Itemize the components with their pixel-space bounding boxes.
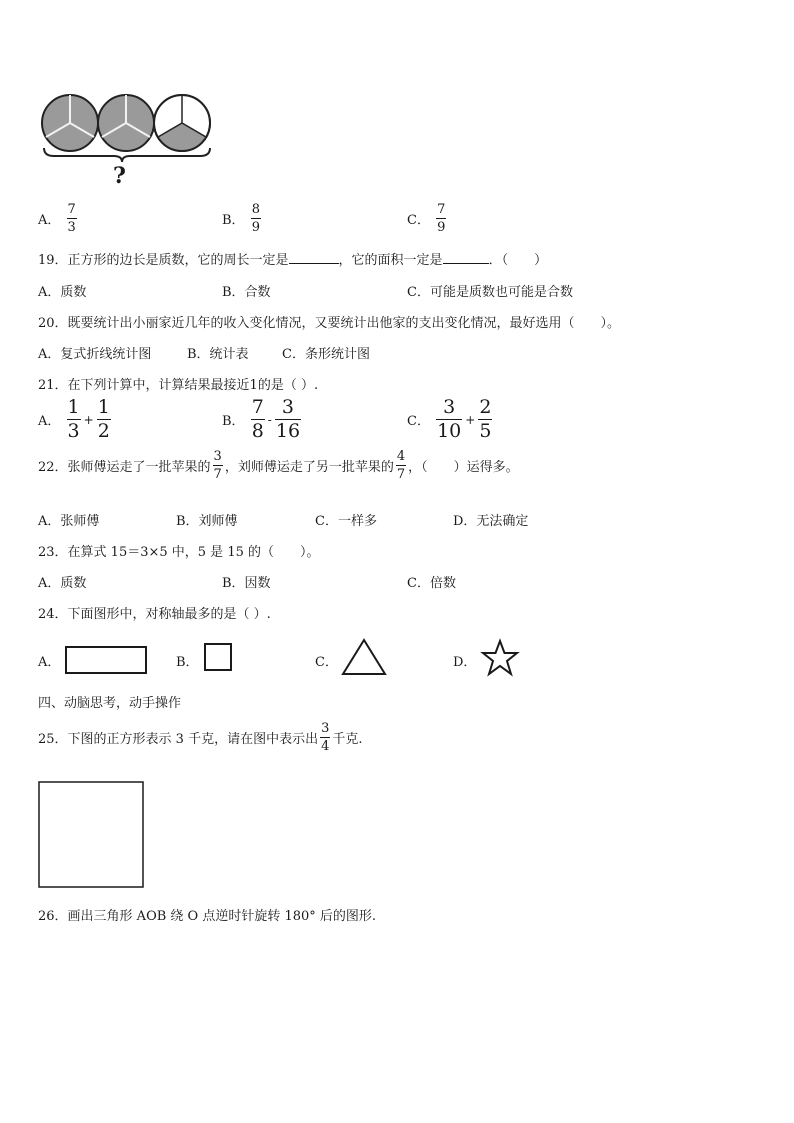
question-22 [38, 450, 519, 481]
fraction: $\frac{3}{10}$ [437, 396, 462, 442]
fraction: $\frac{3}{7}$ [213, 449, 222, 482]
circle-1 [42, 95, 98, 151]
question-25 [38, 722, 363, 753]
square-shape[interactable] [204, 643, 232, 671]
q22-option-d[interactable]: D．无法确定 [453, 514, 529, 529]
fraction: $\frac{7}{8}$ [251, 396, 264, 442]
fraction: $\frac{4}{7}$ [396, 449, 406, 482]
question-23: 23．在算式 15＝3×5 中，5 是 15 的（ ）。 [38, 545, 320, 560]
q22-text-a: 22．张师傅运走了一批苹果的 [38, 460, 211, 475]
question-24: 24．下面图形中，对称轴最多的是（ ）. [38, 607, 271, 622]
fraction: $\frac{1}{3}$ [67, 396, 80, 442]
q23-option-c[interactable]: C．倍数 [407, 576, 456, 591]
section-4-title: 四、动脑思考，动手操作 [38, 696, 182, 711]
fraction: $\frac{3}{4}$ [321, 721, 330, 754]
q19-option-b[interactable]: B．合数 [222, 285, 271, 300]
fraction: $\frac{8}{9}$ [251, 202, 260, 235]
q24-option-d[interactable]: D． [453, 655, 477, 670]
q21-option-c[interactable] [407, 398, 494, 441]
q19-option-c[interactable]: C．可能是质数也可能是合数 [407, 285, 573, 300]
fraction-circles-figure [38, 90, 218, 190]
star-shape[interactable] [481, 639, 519, 677]
option-letter: C． [407, 414, 430, 429]
q23-option-b[interactable]: B．因数 [222, 576, 271, 591]
fraction: $\frac{1}{2}$ [97, 396, 110, 442]
question-19 [38, 249, 547, 268]
option-letter: C． [407, 213, 430, 228]
q24-option-a[interactable]: A． [38, 655, 61, 670]
q20-option-c[interactable]: C．条形统计图 [282, 347, 370, 362]
fraction: $\frac{7}{3}$ [67, 202, 76, 235]
q19-option-a[interactable]: A．质数 [38, 285, 87, 300]
option-letter: B． [222, 414, 245, 429]
question-mark: ? [113, 163, 126, 189]
q25-text-b: 千克. [332, 732, 363, 747]
top-option-c[interactable] [407, 203, 448, 234]
triangle-shape[interactable] [341, 638, 387, 676]
operator: + [465, 412, 476, 427]
q19-text-b: ，它的面积一定是 [338, 253, 443, 268]
q25-text-a: 25．下图的正方形表示 3 千克，请在图中表示出 [38, 732, 319, 747]
option-letter: B． [222, 213, 245, 228]
q22-option-c[interactable]: C．一样多 [315, 514, 377, 529]
fraction: $\frac{3}{16}$ [275, 396, 301, 442]
q22-option-a[interactable]: A．张师傅 [38, 514, 100, 529]
circle-2 [98, 95, 154, 151]
q22-option-b[interactable]: B．刘师傅 [176, 514, 238, 529]
question-20: 20．既要统计出小丽家近几年的收入变化情况，又要统计出他家的支出变化情况，最好选用（ ）。 [38, 316, 621, 331]
q22-text-b: ，刘师傅运走了另一批苹果的 [224, 460, 394, 475]
q19-text-c: ．（ ） [488, 253, 548, 268]
top-option-b[interactable] [222, 203, 263, 234]
option-letter: A． [38, 414, 61, 429]
operator: + [83, 412, 94, 427]
rectangle-shape[interactable] [65, 646, 147, 674]
q24-option-b[interactable]: B． [176, 655, 199, 670]
answer-blank[interactable] [443, 251, 489, 264]
q21-option-b[interactable] [222, 398, 303, 441]
top-option-a[interactable] [38, 203, 79, 234]
fraction: $\frac{7}{9}$ [437, 202, 446, 235]
q20-option-b[interactable]: B．统计表 [187, 347, 249, 362]
option-letter: A． [38, 213, 61, 228]
question-21: 21．在下列计算中，计算结果最接近1的是（ ）. [38, 378, 319, 393]
question-26: 26．画出三角形 AOB 绕 O 点逆时针旋转 180° 后的图形. [38, 909, 377, 924]
circle-3 [154, 95, 210, 151]
q22-text-c: ，（ ）运得多。 [408, 460, 519, 475]
q23-option-a[interactable]: A．质数 [38, 576, 87, 591]
answer-blank[interactable] [289, 251, 339, 264]
q24-option-c[interactable]: C． [315, 655, 338, 670]
answer-square[interactable] [38, 781, 144, 888]
q19-text-a: 19．正方形的边长是质数，它的周长一定是 [38, 253, 289, 268]
q21-option-a[interactable] [38, 398, 113, 441]
operator: - [267, 412, 272, 427]
q20-option-a[interactable]: A．复式折线统计图 [38, 347, 152, 362]
fraction: $\frac{2}{5}$ [479, 396, 492, 442]
